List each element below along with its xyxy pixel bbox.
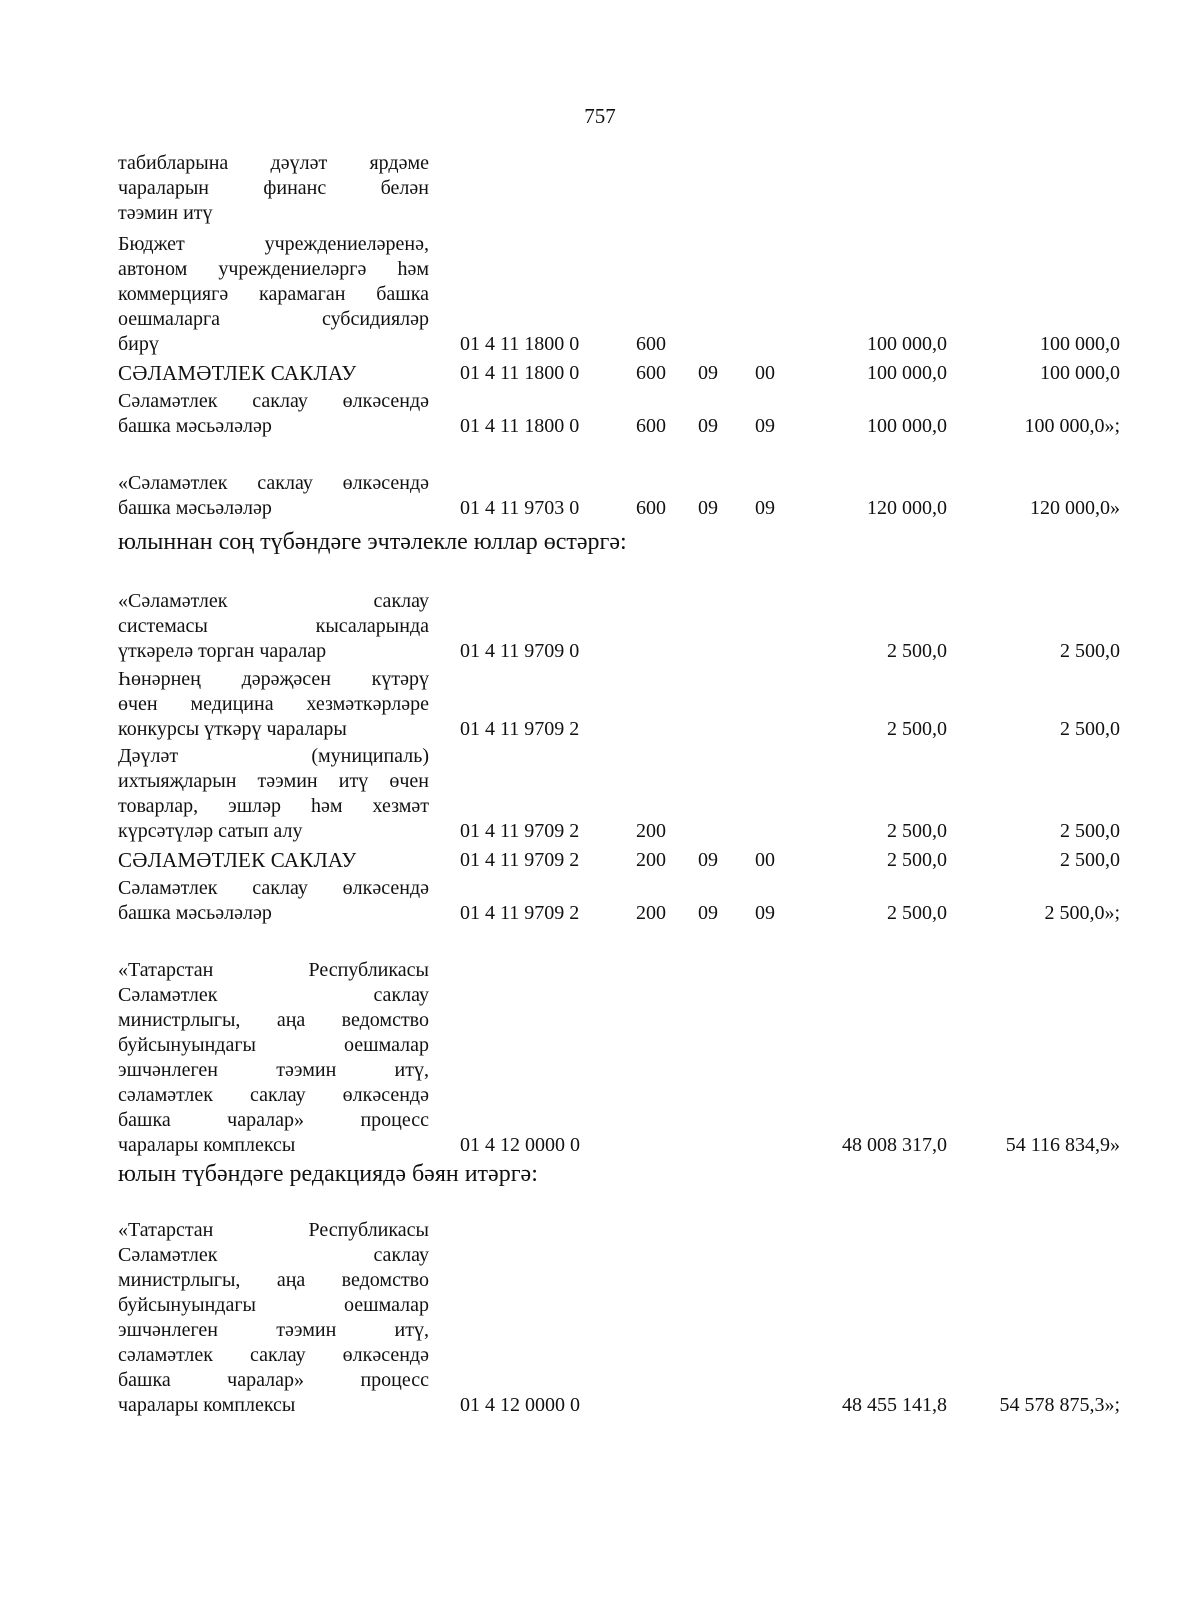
row-name <box>118 876 429 926</box>
table-row <box>0 1218 1200 1418</box>
row-name-line: оешмаларга субсидияләр <box>118 308 429 330</box>
table-row <box>0 389 1200 439</box>
row-code: 01 4 11 1800 0 <box>460 362 580 384</box>
row-name-line: өчен медицина хезмәткәрләре <box>118 693 429 715</box>
row-expense-type: 600 <box>636 362 666 384</box>
row-code: 01 4 11 9709 2 <box>460 902 580 924</box>
row-expense-type: 200 <box>636 820 666 842</box>
row-name-line: товарлар, эшләр һәм хезмәт <box>118 795 429 817</box>
row-name-line: автоном учреждениеләргә һәм <box>118 258 429 280</box>
row-code: 01 4 12 0000 0 <box>460 1134 580 1156</box>
row-name-line: Дәүләт (муниципаль) <box>118 745 429 767</box>
row-subsection: 00 <box>755 849 775 871</box>
row-expense-type: 600 <box>636 497 666 519</box>
row-name-line: башка мәсьәләләр <box>118 415 272 437</box>
row-name-line: «Сәламәтлек саклау өлкәсендә <box>118 472 429 494</box>
row-name <box>118 389 429 439</box>
row-sum-year-1: 120 000,0 <box>867 497 947 519</box>
row-subsection: 00 <box>755 362 775 384</box>
row-sum-year-2: 2 500,0 <box>1060 640 1120 662</box>
row-code: 01 4 11 1800 0 <box>460 333 580 355</box>
row-subsection: 09 <box>755 497 775 519</box>
row-name-line: Сәламәтлек саклау өлкәсендә <box>118 877 429 899</box>
row-code: 01 4 11 9709 0 <box>460 640 580 662</box>
table-row <box>0 589 1200 664</box>
row-name <box>118 1218 429 1418</box>
row-sum-year-1: 2 500,0 <box>887 902 947 924</box>
row-name-line: табибларына дәүләт ярдәме <box>118 152 429 174</box>
table-row <box>0 958 1200 1158</box>
table-row <box>0 744 1200 844</box>
row-sum-year-2: 54 578 875,3»; <box>999 1394 1120 1416</box>
row-name <box>118 667 429 742</box>
row-name <box>118 589 429 664</box>
row-name <box>118 848 429 873</box>
row-section: 09 <box>698 849 718 871</box>
row-name-line: Һөнәрнең дәрәҗәсен күтәрү <box>118 668 429 690</box>
row-name-line: күрсәтүләр сатып алу <box>118 820 303 842</box>
table-row <box>0 361 1200 386</box>
row-name-line: чараларын финанс белән <box>118 177 429 199</box>
row-name-line: конкурсы үткәрү чаралары <box>118 718 347 740</box>
instruction-add-lines: юлыннан соң түбәндәге эчтәлекле юллар өстәргә: <box>118 529 627 555</box>
row-name-line: Сәламәтлек саклау <box>118 1244 429 1266</box>
row-name-line: министрлыгы, аңа ведомство <box>118 1269 429 1291</box>
row-code: 01 4 12 0000 0 <box>460 1394 580 1416</box>
row-section: 09 <box>698 362 718 384</box>
row-name-line: сәламәтлек саклау өлкәсендә <box>118 1084 429 1106</box>
row-name-line: буйсынуындагы оешмалар <box>118 1294 429 1316</box>
table-row <box>0 151 1200 226</box>
row-name-line: чаралары комплексы <box>118 1394 296 1416</box>
row-name-line: «Сәламәтлек саклау <box>118 590 429 612</box>
row-name-line: башка чаралар» процесс <box>118 1109 429 1131</box>
row-expense-type: 600 <box>636 415 666 437</box>
row-sum-year-1: 48 455 141,8 <box>842 1394 947 1416</box>
row-name-line: эшчәнлеген тәэмин итү, <box>118 1319 429 1341</box>
table-row <box>0 848 1200 873</box>
row-name <box>118 232 429 357</box>
row-sum-year-2: 2 500,0 <box>1060 820 1120 842</box>
row-section: 09 <box>698 415 718 437</box>
row-name-line: Сәламәтлек саклау <box>118 984 429 1006</box>
table-row <box>0 232 1200 357</box>
row-section: 09 <box>698 497 718 519</box>
row-sum-year-2: 100 000,0 <box>1040 362 1120 384</box>
row-name-line: Бюджет учреждениеләренә, <box>118 233 429 255</box>
row-subsection: 09 <box>755 902 775 924</box>
row-name <box>118 471 429 521</box>
row-name <box>118 151 429 226</box>
row-expense-type: 600 <box>636 333 666 355</box>
row-name-line: коммерциягә карамаган башка <box>118 283 429 305</box>
row-name-line: СӘЛАМӘТЛЕК САКЛАУ <box>118 361 357 385</box>
row-section: 09 <box>698 902 718 924</box>
row-name-line: «Татарстан Республикасы <box>118 1219 429 1241</box>
row-sum-year-1: 2 500,0 <box>887 849 947 871</box>
row-sum-year-1: 48 008 317,0 <box>842 1134 947 1156</box>
row-sum-year-2: 120 000,0» <box>1030 497 1120 519</box>
row-sum-year-2: 100 000,0»; <box>1024 415 1120 437</box>
row-name <box>118 361 429 386</box>
instruction-edit-line: юлын түбәндәге редакциядә бәян итәргә: <box>118 1161 538 1187</box>
row-code: 01 4 11 9703 0 <box>460 497 580 519</box>
row-name-line: чаралары комплексы <box>118 1134 296 1156</box>
row-name-line: «Татарстан Республикасы <box>118 959 429 981</box>
row-name-line: үткәрелә торган чаралар <box>118 640 327 662</box>
table-row <box>0 471 1200 521</box>
row-code: 01 4 11 9709 2 <box>460 820 580 842</box>
row-code: 01 4 11 1800 0 <box>460 415 580 437</box>
row-sum-year-2: 2 500,0 <box>1060 718 1120 740</box>
table-row <box>0 667 1200 742</box>
row-name-line: башка чаралар» процесс <box>118 1369 429 1391</box>
row-sum-year-2: 54 116 834,9» <box>1005 1134 1120 1156</box>
row-name-line: буйсынуындагы оешмалар <box>118 1034 429 1056</box>
row-subsection: 09 <box>755 415 775 437</box>
row-name-line: Сәламәтлек саклау өлкәсендә <box>118 390 429 412</box>
row-sum-year-2: 2 500,0 <box>1060 849 1120 871</box>
row-name-line: СӘЛАМӘТЛЕК САКЛАУ <box>118 848 357 872</box>
row-name-line: башка мәсьәләләр <box>118 902 272 924</box>
row-name-line: тәэмин итү <box>118 202 213 224</box>
row-sum-year-1: 2 500,0 <box>887 820 947 842</box>
row-sum-year-1: 2 500,0 <box>887 640 947 662</box>
row-name <box>118 744 429 844</box>
row-code: 01 4 11 9709 2 <box>460 718 580 740</box>
row-name-line: системасы кысаларында <box>118 615 429 637</box>
row-sum-year-1: 100 000,0 <box>867 415 947 437</box>
row-name-line: сәламәтлек саклау өлкәсендә <box>118 1344 429 1366</box>
row-sum-year-1: 2 500,0 <box>887 718 947 740</box>
page-number: 757 <box>584 104 616 128</box>
row-name-line: министрлыгы, аңа ведомство <box>118 1009 429 1031</box>
table-row <box>0 876 1200 926</box>
row-sum-year-2: 2 500,0»; <box>1044 902 1120 924</box>
row-name-line: эшчәнлеген тәэмин итү, <box>118 1059 429 1081</box>
row-sum-year-1: 100 000,0 <box>867 362 947 384</box>
row-sum-year-2: 100 000,0 <box>1040 333 1120 355</box>
row-name-line: бирү <box>118 333 159 355</box>
row-sum-year-1: 100 000,0 <box>867 333 947 355</box>
row-name <box>118 958 429 1158</box>
row-expense-type: 200 <box>636 849 666 871</box>
row-expense-type: 200 <box>636 902 666 924</box>
row-name-line: ихтыяҗларын тәэмин итү өчен <box>118 770 429 792</box>
row-name-line: башка мәсьәләләр <box>118 497 272 519</box>
row-code: 01 4 11 9709 2 <box>460 849 580 871</box>
